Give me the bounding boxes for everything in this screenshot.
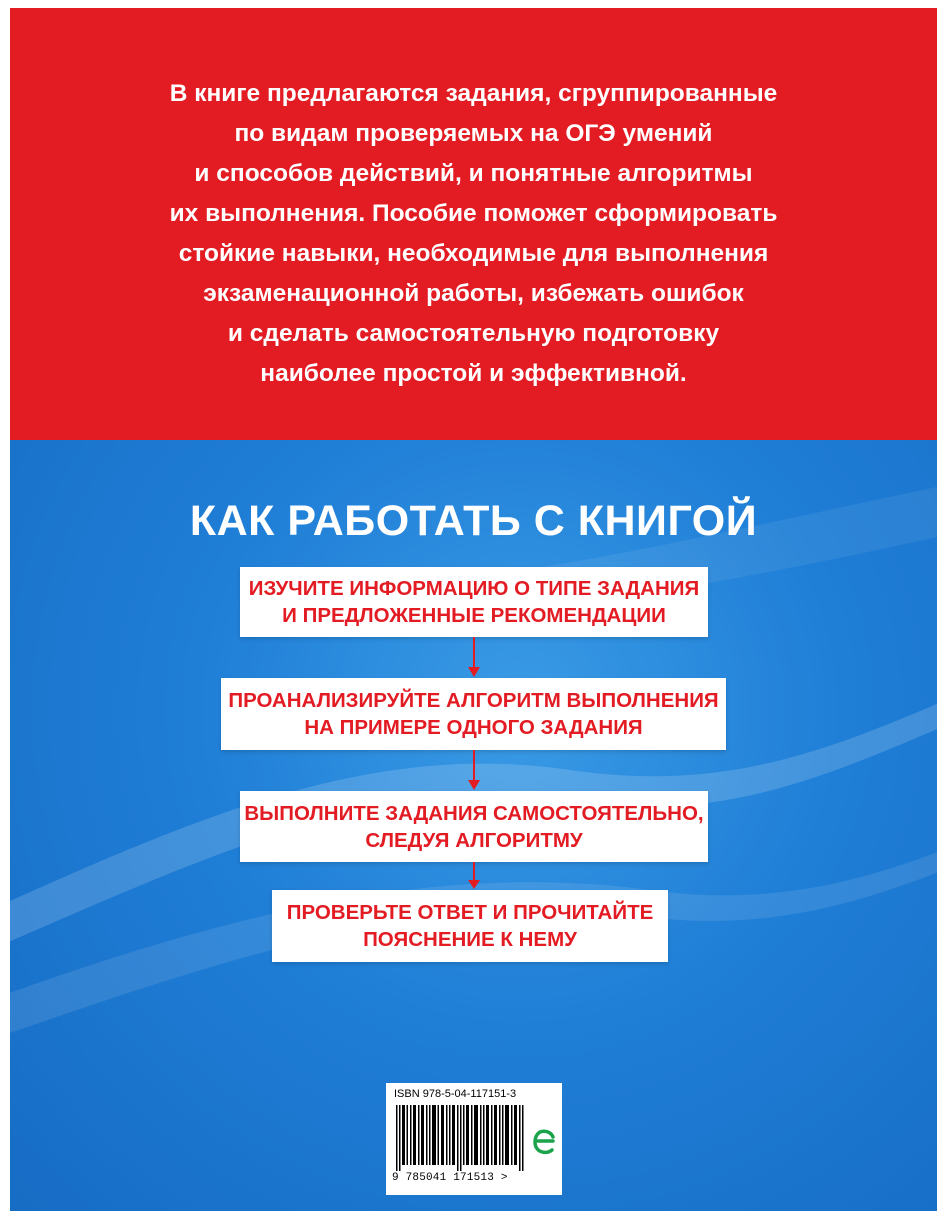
barcode-bars xyxy=(396,1105,528,1171)
blue-panel xyxy=(10,440,937,1211)
step-line: НА ПРИМЕРЕ ОДНОГО ЗАДАНИЯ xyxy=(304,716,643,739)
step-line: СЛЕДУЯ АЛГОРИТМУ xyxy=(365,828,583,852)
red-panel xyxy=(10,8,937,440)
step-line: ИЗУЧИТЕ ИНФОРМАЦИЮ О ТИПЕ ЗАДАНИЯ xyxy=(248,577,700,600)
barcode-label xyxy=(386,1083,562,1195)
step-line: ПРОАНАЛИЗИРУЙТЕ АЛГОРИТМ ВЫПОЛНЕНИЯ xyxy=(228,689,719,712)
publisher-logo-icon xyxy=(533,1129,557,1155)
step-line: ПОЯСНЕНИЕ К НЕМУ xyxy=(363,928,577,951)
step-box xyxy=(272,890,668,962)
step-box xyxy=(240,791,708,862)
step-box xyxy=(240,567,708,637)
intro-line: экзаменационной работы, избежать ошибок xyxy=(203,280,744,307)
intro-line: по видам проверяемых на ОГЭ умений xyxy=(234,120,713,147)
step-box xyxy=(221,678,726,750)
arrow-down-icon xyxy=(467,637,481,678)
intro-text xyxy=(50,74,897,394)
intro-line: стойкие навыки, необходимые для выполнения xyxy=(178,240,769,267)
section-title: КАК РАБОТАТЬ С КНИГОЙ xyxy=(189,497,758,545)
book-back-cover xyxy=(10,8,937,1211)
intro-line: и сделать самостоятельную подготовку xyxy=(227,320,720,347)
step-line: И ПРЕДЛОЖЕННЫЕ РЕКОМЕНДАЦИИ xyxy=(282,604,666,627)
intro-line: их выполнения. Пособие поможет сформировать xyxy=(169,200,778,227)
intro-line: наиболее простой и эффективной. xyxy=(260,360,687,387)
step-line: ВЫПОЛНИТЕ ЗАДАНИЯ САМОСТОЯТЕЛЬНО, xyxy=(244,801,704,825)
step-line: ПРОВЕРЬТЕ ОТВЕТ И ПРОЧИТАЙТЕ xyxy=(286,901,654,924)
arrow-down-icon xyxy=(467,750,481,791)
intro-line: В книге предлагаются задания, сгруппированные xyxy=(169,80,778,107)
barcode-digits: 9 785041 171513 > xyxy=(392,1172,508,1184)
intro-line: и способов действий, и понятные алгоритмы xyxy=(194,160,753,187)
isbn-text: ISBN 978-5-04-117151-3 xyxy=(394,1088,517,1100)
